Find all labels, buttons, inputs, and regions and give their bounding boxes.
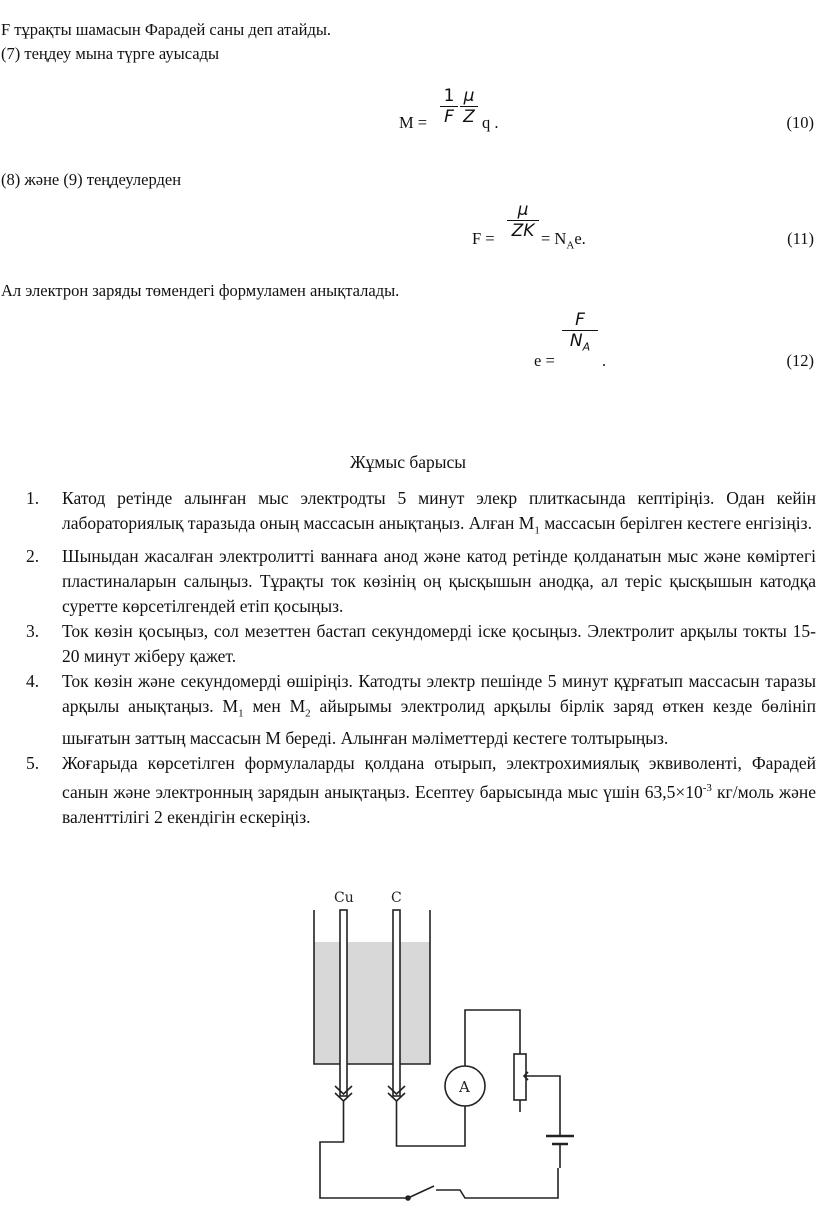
eq12-lhs: e = xyxy=(534,351,555,370)
procedure-step xyxy=(26,619,816,669)
step-number: 3. xyxy=(26,620,40,641)
eq10-number: (10) xyxy=(786,113,814,132)
wire-top xyxy=(465,1010,520,1066)
intro-line-eq7: (7) теңдеу мына түрге ауысады xyxy=(1,44,220,63)
wire-left xyxy=(320,1101,408,1198)
step-text-cont: кг/моль және валенттілігі 2 екендігін ескеріңіз. xyxy=(62,781,816,827)
eq12-frac-den-main: N xyxy=(569,331,583,351)
eq12-tail: . xyxy=(602,351,607,370)
wire-bottom xyxy=(436,1168,558,1198)
electrolysis-circuit-diagram xyxy=(300,880,590,1210)
step-subscript: 1 xyxy=(238,707,244,719)
eq11-number: (11) xyxy=(787,229,814,248)
eq11-tail-end: e. xyxy=(574,229,586,248)
step-subscript-2: 2 xyxy=(305,707,311,719)
eq11-frac-den: ZK xyxy=(511,221,535,241)
eq10-fraction-2 xyxy=(460,86,478,127)
carbon-electrode xyxy=(393,910,400,1096)
eq11-lhs: F = xyxy=(472,229,495,248)
wire-right xyxy=(532,1076,560,1136)
step-text-cont-2: айырымы электролид арқылы бірлік заряд өткен кезде бөлініп шығатын заттың массасын М береді. Алынған мәліметтерді кестеге толтырыңыз. xyxy=(62,695,816,748)
electrode-label-cu: Cu xyxy=(334,890,354,906)
eq10-tail: q . xyxy=(482,113,499,132)
step-text: Шыныдан жасалған электролитті ваннаға анод және катод ретінде қолданатын мыс және көміртегі пластиналарын салыңыз. Тұрақты ток көзінің оң қысқышын анодқа, ал теріс қысқышын катодқа суретте көрсетілгендей етіп қосыңыз. xyxy=(62,545,816,616)
step-number: 5. xyxy=(26,753,40,773)
eq10-frac2-den: Z xyxy=(463,107,475,127)
step-number: 1. xyxy=(26,488,40,508)
eq12-number: (12) xyxy=(786,351,814,370)
wire-middle xyxy=(397,1101,466,1146)
step-number: 2. xyxy=(26,545,40,566)
step-text: Жоғарыда көрсетілген формулаларды қолдана отырып, электрохимиялық эквиволенті, Фарадей санын және электронның зарядын анықтаңыз. Есептеу барысында мыс үшін 63,5×10 xyxy=(62,753,816,802)
eq10-fraction-1 xyxy=(440,86,458,127)
step-text: Катод ретінде алынған мыс электродты 5 минут элекр плиткасында кептіріңіз. Одан кейін лабораториялық таразыда оның массасын анықтаңыз. Алған М xyxy=(62,488,816,533)
copper-electrode xyxy=(340,910,347,1096)
intro-line-faraday: F тұрақты шамасын Фарадей саны деп атайды. xyxy=(1,20,332,39)
electrode-label-c: C xyxy=(391,890,402,906)
intro-line-electron-charge: Ал электрон заряды төмендегі формуламен анықталады. xyxy=(1,281,400,300)
eq10-frac1-den: F xyxy=(444,107,454,127)
eq11-tail xyxy=(541,229,586,251)
section-title: Жұмыс барысы xyxy=(349,452,467,472)
intro-line-eq8-9: (8) және (9) теңдеулерден xyxy=(1,170,182,189)
eq10-frac1-num: 1 xyxy=(443,86,455,106)
eq10-frac2-num: μ xyxy=(463,86,475,106)
battery-icon xyxy=(546,1136,574,1144)
eq12-frac-den xyxy=(562,331,598,357)
eq12-frac-num: F xyxy=(575,310,585,330)
eq12-frac-den-sub: A xyxy=(582,340,591,354)
step-superscript: -3 xyxy=(702,782,712,794)
procedure-step xyxy=(26,544,816,619)
step-text-cont: мен М xyxy=(243,695,306,716)
ammeter-label: A xyxy=(459,1078,470,1096)
step-number: 4. xyxy=(26,670,40,691)
procedure-step xyxy=(26,751,816,830)
eq11-tail-sub: A xyxy=(566,239,575,252)
procedure-step xyxy=(26,669,816,752)
switch-icon xyxy=(408,1186,434,1198)
eq12-fraction xyxy=(562,310,598,357)
step-subscript: 1 xyxy=(534,524,540,537)
eq10-lhs: M = xyxy=(399,113,428,132)
electrolyte xyxy=(314,942,430,1064)
eq11-frac-num: μ xyxy=(517,200,529,220)
step-text: Ток көзін қосыңыз, сол мезеттен бастап секундомерді іске қосыңыз. Электролит арқылы токты 15-20 минут жіберу қажет. xyxy=(62,620,816,666)
procedure-step xyxy=(26,486,816,544)
procedure-list xyxy=(26,486,816,830)
eq11-fraction xyxy=(507,200,539,241)
step-text-cont: массасын берілген кестеге енгізіңіз. xyxy=(539,513,812,533)
eq11-tail-main: = N xyxy=(541,229,567,248)
step-text: Ток көзін және секундомерді өшіріңіз. Катодты электр пешінде 5 минут құрғатып массасын таразы арқылы анықтаңыз. М xyxy=(62,670,816,716)
